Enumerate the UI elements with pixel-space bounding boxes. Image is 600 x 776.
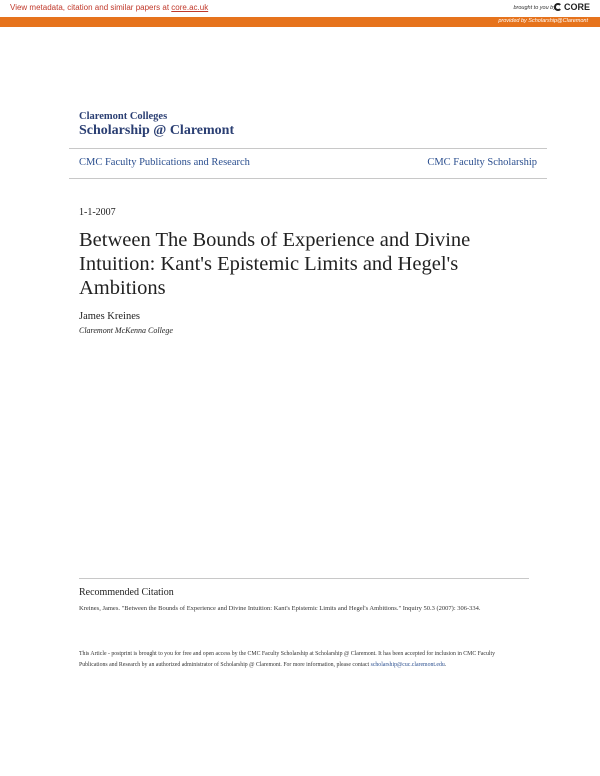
publication-date: 1-1-2007 bbox=[79, 207, 116, 218]
citation-divider bbox=[79, 578, 529, 579]
parent-collection-link[interactable]: CMC Faculty Scholarship bbox=[427, 157, 537, 168]
provided-by-text: provided by Scholarship@Claremont bbox=[498, 18, 588, 24]
notice-text: This Article - postprint is brought to you for free and open access by the CMC Faculty Scholarship at Scholarship @ Claremont. It has been accepted for inclusion in CMC Faculty Publications and Research by an authorized administrator of Scholarship @ Claremont. For more information, please contact bbox=[79, 651, 496, 668]
provider-bar bbox=[0, 17, 600, 27]
institution-name[interactable]: Claremont Colleges bbox=[79, 111, 168, 122]
divider-bottom bbox=[69, 178, 547, 179]
core-ac-uk-link[interactable]: core.ac.uk bbox=[171, 3, 209, 12]
recommended-citation-heading: Recommended Citation bbox=[79, 587, 174, 598]
core-logo-text: CORE bbox=[563, 2, 590, 12]
access-notice bbox=[79, 649, 524, 671]
brought-to-you-by-text: brought to you by bbox=[513, 5, 556, 11]
repository-name[interactable]: Scholarship @ Claremont bbox=[79, 123, 235, 138]
contact-email-link[interactable]: scholarship@cuc.claremont.edu bbox=[370, 662, 445, 668]
divider-top bbox=[69, 148, 547, 149]
core-logo[interactable] bbox=[554, 2, 590, 12]
citation-text: Kreines, James. "Between the Bounds of Experience and Divine Intuition: Kant's Epistemic Limits and Hegel's Ambitions." Inquiry 50.3 (2007): 306-334. bbox=[79, 605, 481, 612]
metadata-notice bbox=[10, 3, 208, 12]
author-name[interactable]: James Kreines bbox=[79, 311, 140, 322]
core-top-bar bbox=[0, 0, 600, 17]
notice-end: . bbox=[444, 662, 447, 668]
article-title: Between The Bounds of Experience and Divine Intuition: Kant's Epistemic Limits and Hegel's Ambitions bbox=[79, 229, 471, 299]
metadata-text: View metadata, citation and similar papers at bbox=[10, 3, 172, 12]
core-logo-icon bbox=[554, 3, 562, 11]
collection-link[interactable]: CMC Faculty Publications and Research bbox=[79, 157, 250, 168]
author-affiliation: Claremont McKenna College bbox=[79, 326, 173, 335]
